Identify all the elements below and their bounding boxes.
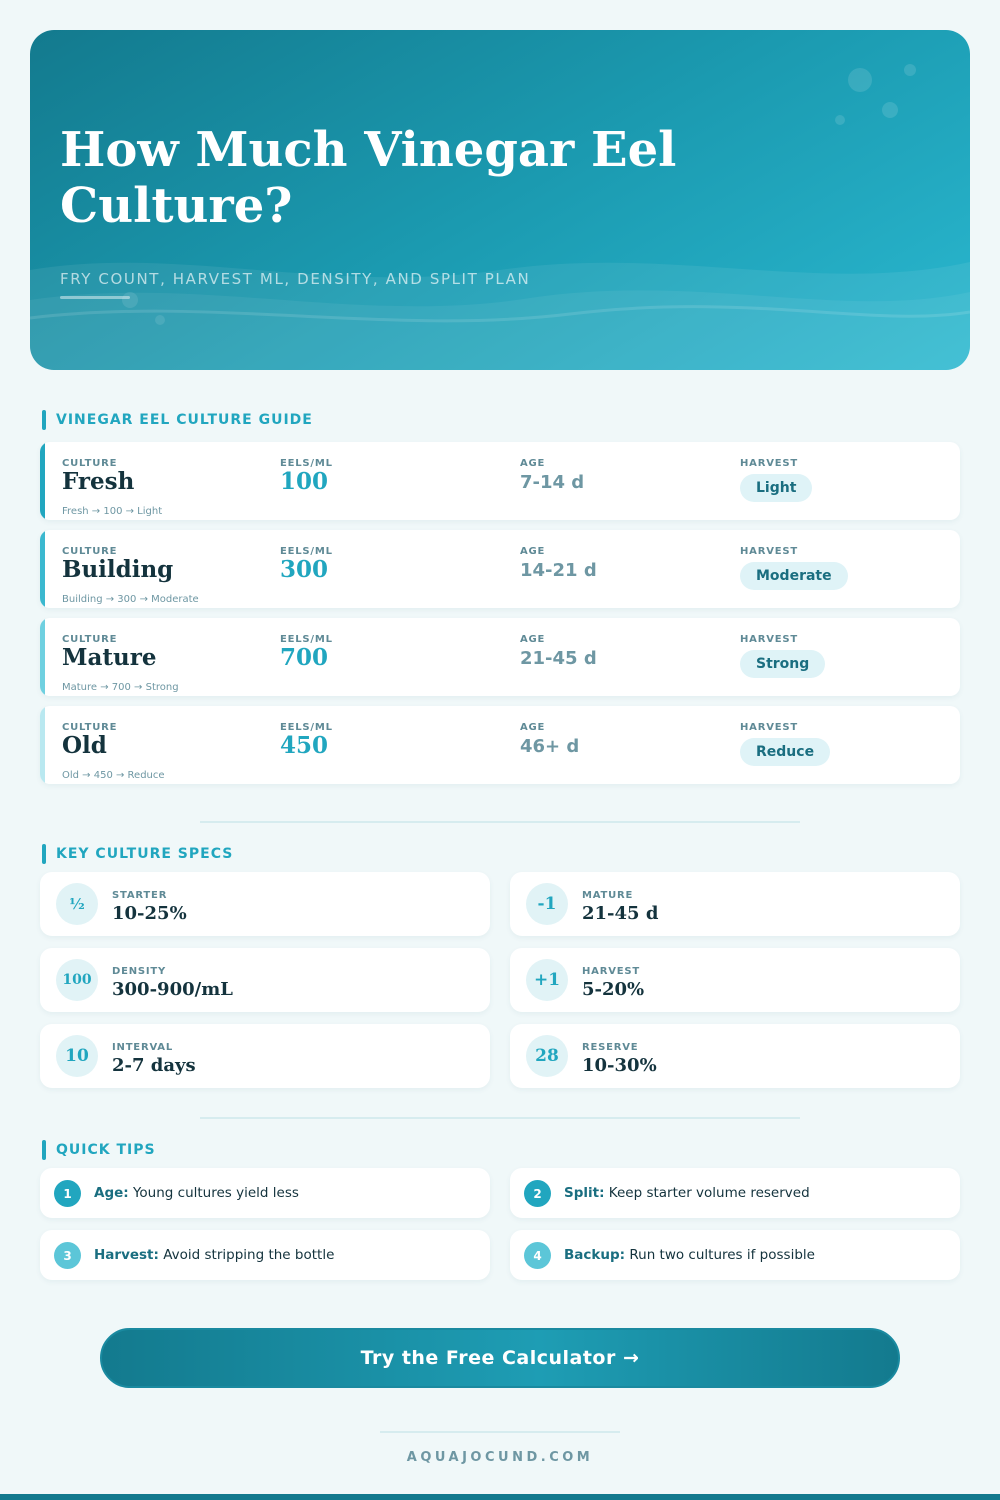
hero-banner <box>30 30 970 370</box>
tip-key: Age: <box>94 1185 129 1201</box>
spec-card-interval <box>40 1024 490 1088</box>
spec-card-harvest <box>510 948 960 1012</box>
spec-value: 10-25% <box>112 903 187 924</box>
eels-value: 300 <box>280 556 329 583</box>
row-accent <box>40 530 45 608</box>
spec-card-reserve <box>510 1024 960 1088</box>
guide-row-mature <box>40 618 960 696</box>
row-caption: Old → 450 → Reduce <box>62 770 165 781</box>
spec-value: 300-900/mL <box>112 979 233 1000</box>
specs-heading-text: KEY CULTURE SPECS <box>56 846 234 862</box>
tip-body: Keep starter volume reserved <box>608 1185 810 1201</box>
footer-site-name: AQUAJOCUND.COM <box>406 1450 594 1465</box>
bottom-accent-bar <box>0 1494 1000 1500</box>
spec-label: MATURE <box>582 890 634 901</box>
eels-label: EELS/ML <box>280 458 333 469</box>
tips-heading-text: QUICK TIPS <box>56 1142 156 1158</box>
culture-name: Fresh <box>62 468 135 495</box>
eels-value: 450 <box>280 732 329 759</box>
harvest-label: HARVEST <box>740 546 799 557</box>
tip-card-harvest <box>40 1230 490 1280</box>
spec-value: 2-7 days <box>112 1055 196 1076</box>
guide-row-old <box>40 706 960 784</box>
culture-name: Building <box>62 556 174 583</box>
culture-label: CULTURE <box>62 634 118 645</box>
specs-section-heading <box>42 844 233 864</box>
row-caption: Fresh → 100 → Light <box>62 506 163 517</box>
age-label: AGE <box>520 458 546 469</box>
tip-number-badge: 3 <box>54 1242 81 1269</box>
tip-text <box>94 1185 299 1201</box>
heading-accent-bar <box>42 844 46 864</box>
row-caption: Mature → 700 → Strong <box>62 682 179 693</box>
age-label: AGE <box>520 634 546 645</box>
tip-card-age <box>40 1168 490 1218</box>
spec-icon: 100 <box>56 959 98 1001</box>
spec-label: HARVEST <box>582 966 641 977</box>
eels-value: 100 <box>280 468 329 495</box>
section-divider <box>200 821 800 823</box>
heading-accent-bar <box>42 1140 46 1160</box>
footer-divider <box>380 1431 620 1433</box>
age-value: 21-45 d <box>520 648 597 669</box>
spec-card-density <box>40 948 490 1012</box>
tip-key: Backup: <box>564 1247 626 1263</box>
tip-body: Run two cultures if possible <box>629 1247 815 1263</box>
spec-icon: -1 <box>526 883 568 925</box>
guide-section-heading <box>42 410 313 430</box>
age-value: 7-14 d <box>520 472 585 493</box>
try-calculator-button[interactable]: Try the Free Calculator → <box>100 1328 900 1388</box>
spec-label: STARTER <box>112 890 168 901</box>
spec-label: INTERVAL <box>112 1042 174 1053</box>
harvest-label: HARVEST <box>740 722 799 733</box>
tip-card-backup <box>510 1230 960 1280</box>
tips-section-heading <box>42 1140 156 1160</box>
spec-icon: ½ <box>56 883 98 925</box>
tip-card-split <box>510 1168 960 1218</box>
spec-icon: 10 <box>56 1035 98 1077</box>
age-label: AGE <box>520 722 546 733</box>
spec-card-starter <box>40 872 490 936</box>
spec-label: DENSITY <box>112 966 167 977</box>
tip-number-badge: 1 <box>54 1180 81 1207</box>
tip-body: Avoid stripping the bottle <box>163 1247 335 1263</box>
age-value: 14-21 d <box>520 560 597 581</box>
tip-key: Harvest: <box>94 1247 159 1263</box>
harvest-badge: Light <box>740 474 812 502</box>
harvest-label: HARVEST <box>740 458 799 469</box>
eels-label: EELS/ML <box>280 722 333 733</box>
tip-key: Split: <box>564 1185 605 1201</box>
spec-label: RESERVE <box>582 1042 639 1053</box>
heading-accent-bar <box>42 410 46 430</box>
culture-label: CULTURE <box>62 546 118 557</box>
spec-value: 10-30% <box>582 1055 657 1076</box>
section-divider <box>200 1117 800 1119</box>
culture-label: CULTURE <box>62 458 118 469</box>
page-subtitle: FRY COUNT, HARVEST ML, DENSITY, AND SPLIT PLAN <box>60 270 531 288</box>
eels-label: EELS/ML <box>280 546 333 557</box>
row-accent <box>40 618 45 696</box>
row-caption: Building → 300 → Moderate <box>62 594 199 605</box>
title-underline <box>60 296 130 299</box>
tip-text <box>94 1247 334 1263</box>
row-accent <box>40 442 45 520</box>
tip-number-badge: 2 <box>524 1180 551 1207</box>
culture-label: CULTURE <box>62 722 118 733</box>
tip-text <box>564 1185 810 1201</box>
guide-row-building <box>40 530 960 608</box>
page-title: How Much Vinegar Eel Culture? <box>60 122 677 234</box>
harvest-label: HARVEST <box>740 634 799 645</box>
tip-number-badge: 4 <box>524 1242 551 1269</box>
spec-icon: 28 <box>526 1035 568 1077</box>
guide-row-fresh <box>40 442 960 520</box>
age-label: AGE <box>520 546 546 557</box>
age-value: 46+ d <box>520 736 580 757</box>
harvest-badge: Reduce <box>740 738 830 766</box>
tip-body: Young cultures yield less <box>132 1185 299 1201</box>
culture-name: Mature <box>62 644 157 671</box>
spec-value: 21-45 d <box>582 903 659 924</box>
culture-name: Old <box>62 732 107 759</box>
eels-label: EELS/ML <box>280 634 333 645</box>
harvest-badge: Moderate <box>740 562 848 590</box>
spec-card-mature <box>510 872 960 936</box>
spec-icon: +1 <box>526 959 568 1001</box>
spec-value: 5-20% <box>582 979 645 1000</box>
row-accent <box>40 706 45 784</box>
guide-heading-text: VINEGAR EEL CULTURE GUIDE <box>56 412 313 428</box>
eels-value: 700 <box>280 644 329 671</box>
harvest-badge: Strong <box>740 650 825 678</box>
tip-text <box>564 1247 815 1263</box>
